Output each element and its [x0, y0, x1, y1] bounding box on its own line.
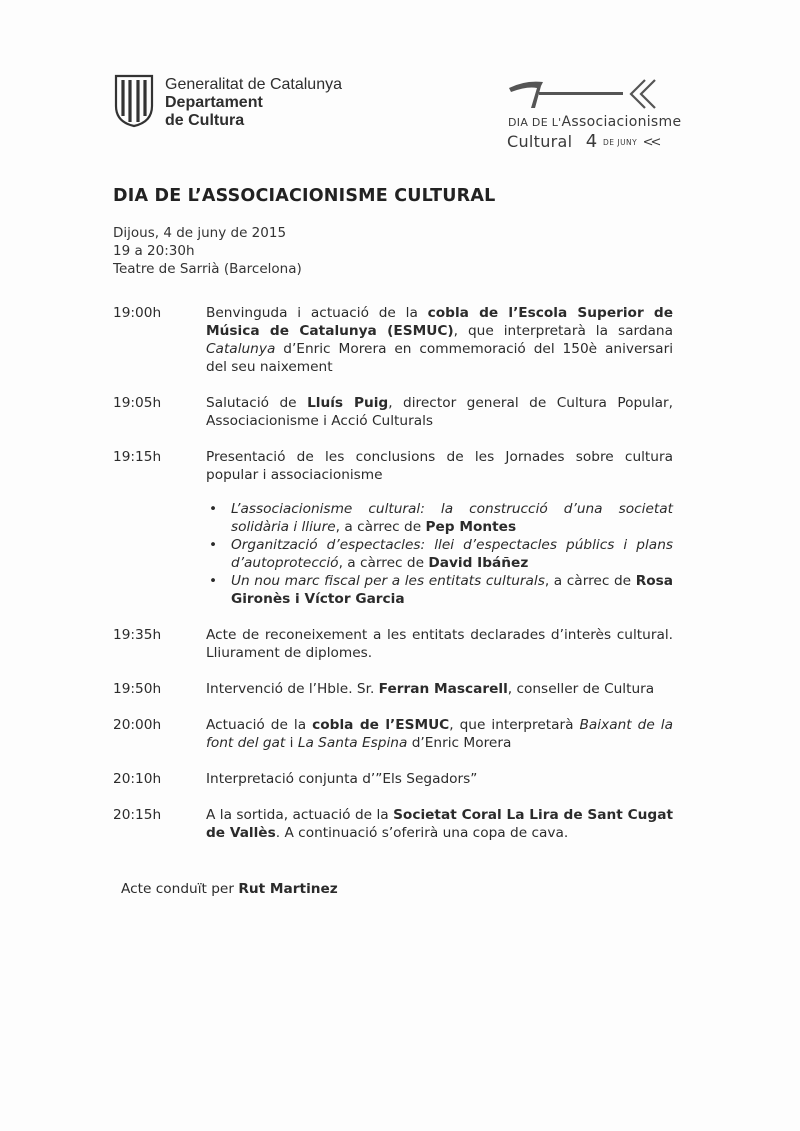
- text-run: David Ibáñez: [428, 555, 529, 571]
- closing-prefix: Acte conduït per: [121, 881, 239, 897]
- page-title: DIA DE L’ASSOCIACIONISME CULTURAL: [113, 186, 496, 206]
- text-run: Rosa Gironès i Víctor Garcia: [231, 573, 674, 607]
- program-time: 19:35h: [113, 627, 162, 643]
- text-run: A la sortida, actuació de la: [206, 807, 394, 823]
- text-run: Benvinguda i actuació de la: [206, 305, 428, 321]
- event-venue: Teatre de Sarrià (Barcelona): [113, 261, 302, 277]
- text-run: Presentació de les conclusions de les Jornades sobre cultura popular i associacionisme: [206, 449, 673, 483]
- text-run: Pep Montes: [425, 519, 517, 535]
- text-run: . A continuació s’oferirà una copa de cava.: [275, 825, 569, 841]
- event-logo: [505, 74, 682, 154]
- list-item: [206, 536, 673, 572]
- event-logo-prefix: DIA DE L': [508, 116, 562, 129]
- text-run: , que interpretarà: [449, 717, 580, 733]
- program-description: [206, 770, 673, 788]
- program-item: [113, 448, 673, 608]
- text-run: Catalunya: [206, 341, 276, 357]
- program-item: [113, 394, 673, 430]
- text-run: , que interpretarà la sardana: [453, 323, 673, 339]
- text-run: Organització d’espectacles: llei d’espectacles públics i plans d’autoprotecció: [231, 537, 673, 571]
- text-run: , conseller de Cultura: [507, 681, 655, 697]
- text-run: Ferran Mascarell: [378, 681, 508, 697]
- text-run: cobla de l’Escola Superior de Música de Catalunya (ESMUC): [206, 305, 674, 339]
- org-line-1: Generalitat de Catalunya: [165, 76, 342, 93]
- closing-line: [121, 880, 338, 898]
- text-run: L’associacionisme cultural: la construcció d’una societat solidària i lliure: [231, 501, 673, 535]
- org-line-2: Departament: [165, 94, 263, 111]
- text-run: Baixant de la font del gat: [206, 717, 673, 751]
- text-run: , a càrrec de: [335, 519, 426, 535]
- program-description: [206, 680, 673, 698]
- text-run: d’Enric Morera: [407, 735, 512, 751]
- program-time: 19:50h: [113, 681, 162, 697]
- event-logo-line-1: [508, 114, 681, 130]
- text-run: Intervenció de l’Hble. Sr.: [206, 681, 379, 697]
- text-run: Lluís Puig: [307, 395, 389, 411]
- program-time: 20:10h: [113, 771, 162, 787]
- program-description: [206, 806, 673, 842]
- program-item: [113, 304, 673, 376]
- text-run: , director general de Cultura Popular, Associacionisme i Acció Culturals: [206, 395, 673, 429]
- text-run: Societat Coral La Lira de Sant Cugat de Vallès: [206, 807, 673, 841]
- text-run: d’Enric Morera en commemoració del 150è aniversari del seu naixement: [206, 341, 673, 375]
- list-item: [206, 572, 673, 608]
- program-description: [206, 304, 673, 376]
- text-run: , a càrrec de: [544, 573, 636, 589]
- text-run: , a càrrec de: [338, 555, 429, 571]
- program-description: [206, 448, 673, 484]
- event-logo-month: DE JUNY: [602, 138, 638, 147]
- event-logo-mark-icon: [505, 74, 675, 114]
- generalitat-emblem-icon: [113, 72, 155, 128]
- program-item: [113, 716, 673, 752]
- org-line-3: de Cultura: [165, 112, 245, 129]
- text-run: i: [285, 735, 298, 751]
- conclusions-list: [206, 500, 673, 608]
- text-run: Salutació de: [206, 395, 308, 411]
- text-run: La Santa Espina: [297, 735, 408, 751]
- event-time: 19 a 20:30h: [113, 243, 195, 259]
- program-item: [113, 770, 673, 788]
- text-run: Acte de reconeixement a les entitats declarades d’interès cultural. Lliurament de diplomes.: [206, 627, 673, 661]
- host-name: Rut Martinez: [238, 881, 338, 897]
- event-logo-day: 4: [585, 131, 598, 152]
- event-details: [113, 224, 302, 278]
- text-run: cobla de l’ESMUC: [312, 717, 450, 733]
- text-run: Un nou marc fiscal per a les entitats culturals: [231, 573, 545, 589]
- program-time: 19:15h: [113, 449, 162, 465]
- program-time: 20:15h: [113, 807, 162, 823]
- event-logo-word-associacionisme: Associacionisme: [561, 114, 682, 130]
- text-run: Interpretació conjunta d’”Els Segadors”: [206, 771, 478, 787]
- program-list: [113, 304, 673, 842]
- generalitat-wordmark: [165, 76, 342, 130]
- list-item: [206, 500, 673, 536]
- event-logo-word-cultural: Cultural: [507, 132, 573, 151]
- program-description: [206, 626, 673, 662]
- event-logo-arrows-icon: <<: [642, 135, 659, 150]
- event-date: Dijous, 4 de juny de 2015: [113, 225, 287, 241]
- program-item: [113, 626, 673, 662]
- program-item: [113, 806, 673, 842]
- program-time: 19:05h: [113, 395, 162, 411]
- program-description: [206, 716, 673, 752]
- event-logo-line-2: [507, 131, 658, 152]
- program-time: 20:00h: [113, 717, 162, 733]
- program-time: 19:00h: [113, 305, 162, 321]
- program-item: [113, 680, 673, 698]
- program-description: [206, 394, 673, 430]
- text-run: Actuació de la: [206, 717, 313, 733]
